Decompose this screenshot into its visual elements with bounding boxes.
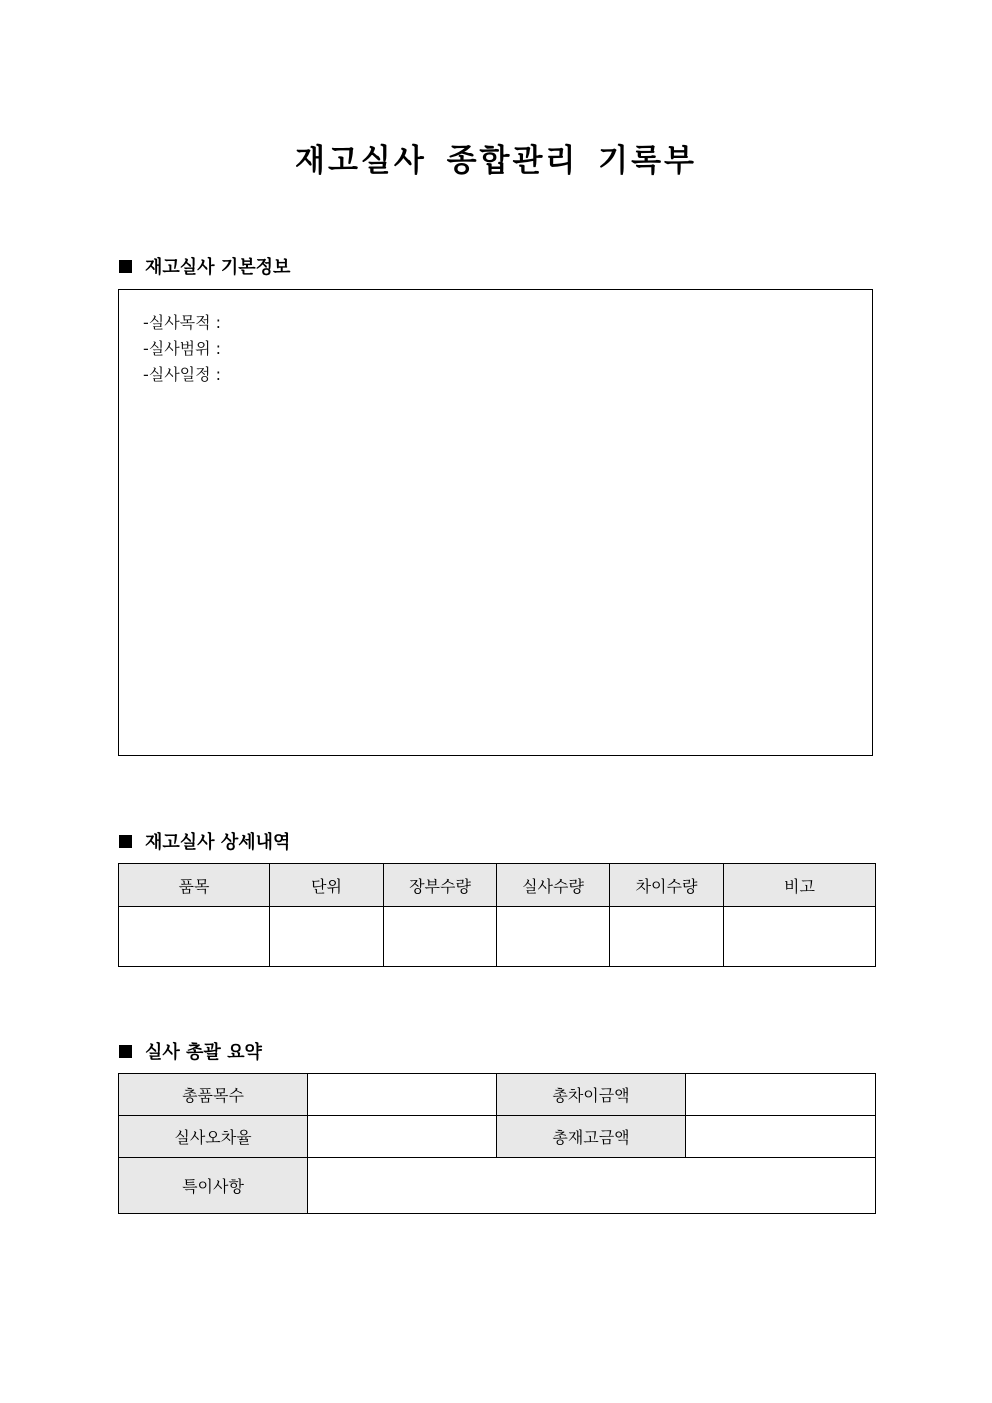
table-header-row — [119, 864, 876, 907]
section-heading-label: 재고실사 기본정보 — [145, 257, 291, 278]
column-header-unit: 단위 — [270, 864, 384, 907]
total-stock-amount-value[interactable] — [686, 1116, 876, 1158]
square-bullet-icon — [119, 835, 132, 848]
detail-table — [118, 863, 876, 967]
column-header-diff-qty: 차이수량 — [610, 864, 724, 907]
schedule-line: -실사일정 : — [143, 365, 222, 384]
square-bullet-icon — [119, 1045, 132, 1058]
section-heading-detail — [119, 828, 290, 854]
table-cell[interactable] — [724, 907, 876, 967]
error-rate-label: 실사오차율 — [119, 1116, 308, 1158]
scope-line: -실사범위 : — [143, 339, 222, 358]
table-row — [119, 907, 876, 967]
column-header-book-qty: 장부수량 — [384, 864, 497, 907]
purpose-line: -실사목적 : — [143, 313, 222, 332]
table-cell[interactable] — [384, 907, 497, 967]
total-diff-amount-label: 총차이금액 — [497, 1074, 686, 1116]
table-cell[interactable] — [270, 907, 384, 967]
total-items-value[interactable] — [308, 1074, 497, 1116]
table-row — [119, 1158, 876, 1214]
table-cell[interactable] — [497, 907, 610, 967]
summary-table — [118, 1073, 876, 1214]
column-header-actual-qty: 실사수량 — [497, 864, 610, 907]
table-row — [119, 1074, 876, 1116]
total-diff-amount-value[interactable] — [686, 1074, 876, 1116]
column-header-item: 품목 — [119, 864, 270, 907]
section-heading-basic-info — [119, 253, 290, 279]
table-cell[interactable] — [119, 907, 270, 967]
table-row — [119, 1116, 876, 1158]
section-heading-label: 실사 총괄 요약 — [145, 1042, 262, 1063]
basic-info-box[interactable] — [118, 289, 873, 756]
total-items-label: 총품목수 — [119, 1074, 308, 1116]
notes-label: 특이사항 — [119, 1158, 308, 1214]
section-heading-label: 재고실사 상세내역 — [145, 832, 291, 853]
notes-value[interactable] — [308, 1158, 876, 1214]
document-title: 재고실사 종합관리 기록부 — [295, 143, 697, 179]
square-bullet-icon — [119, 260, 132, 273]
table-cell[interactable] — [610, 907, 724, 967]
error-rate-value[interactable] — [308, 1116, 497, 1158]
total-stock-amount-label: 총재고금액 — [497, 1116, 686, 1158]
column-header-remarks: 비고 — [724, 864, 876, 907]
section-heading-summary — [119, 1038, 262, 1064]
